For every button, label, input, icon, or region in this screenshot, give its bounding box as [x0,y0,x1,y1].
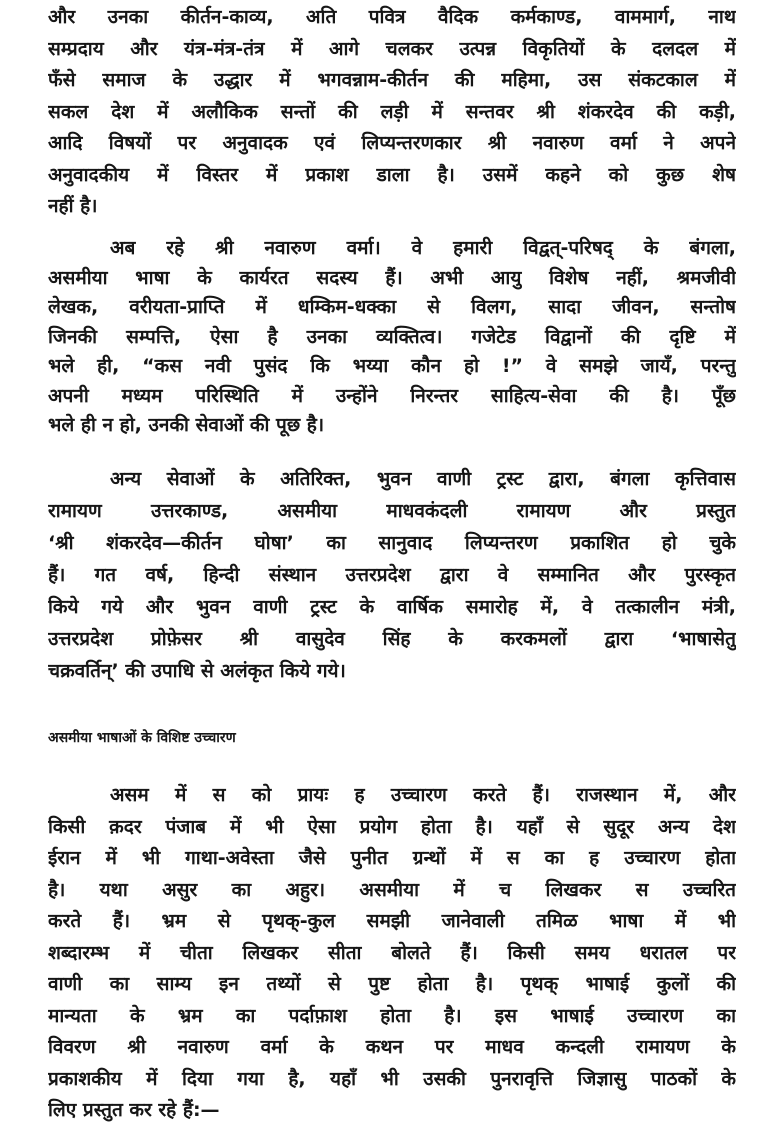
text-line: जिनकी सम्पत्ति, ऐसा है उनका व्यक्तित्व। गजेटेड विद्वानों की दृष्टि में [48,325,736,348]
text-line: उत्तरप्रदेश प्रोफ़ेसर श्री वासुदेव सिंह के करकमलों द्वारा ‘भाषासेतु [48,628,736,650]
text-line: अब रहे श्री नवारुण वर्मा। वे हमारी विद्वत्-परिषद् के बंगला, [110,237,736,259]
section-heading: असमीया भाषाओं के विशिष्ट उच्चारण [48,730,236,746]
text-line: भले ही न हो, उनकी सेवाओं की पूछ है। [48,414,325,436]
text-line: रामायण उत्तरकाण्ड, असमीया माधवकंदली रामायण और प्रस्तुत [48,500,736,522]
text-line: नहीं है। [48,195,98,217]
text-line: विवरण श्री नवारुण वर्मा के कथन पर माधव कन्दली रामायण के [48,1036,736,1058]
paragraph-2 [48,234,736,441]
paragraph-1 [48,2,736,223]
text-line: शब्दारम्भ में चीता लिखकर सीता बोलते हैं। किसी समय धरातल पर [48,941,736,964]
text-line: हैं। गत वर्ष, हिन्दी संस्थान उत्तरप्रदेश द्वारा वे सम्मानित और पुरस्कृत [48,564,736,586]
text-line: है। यथा असुर का अहुर। असमीया में च लिखकर स उच्चरित [48,878,736,901]
text-line: करते हैं। भ्रम से पृथक्-कुल समझी जानेवाली तमिळ भाषा में भी [48,910,736,932]
text-line: लिए प्रस्तुत कर रहे हैं:— [48,1099,220,1121]
text-line: अनुवादकीय में विस्तर में प्रकाश डाला है। उसमें कहने को कुछ शेष [48,163,736,186]
text-line: अन्य सेवाओं के अतिरिक्त, भुवन वाणी ट्रस्ट द्वारा, बंगला कृत्तिवास [110,468,736,490]
text-line: असमीया भाषा के कार्यरत सदस्य हैं। अभी आयु विशेष नहीं, श्रमजीवी [48,266,736,289]
text-line: वाणी का साम्य इन तथ्यों से पुष्ट होता है। पृथक् भाषाई कुलों की [48,973,736,995]
text-line: भले ही, “कस नवी पुसंद कि भय्या कौन हो !” वे समझे जायँ, परन्तु [48,355,736,377]
paragraph-4 [48,780,736,1127]
text-line: मान्यता के भ्रम का पर्दाफ़ाश होता है। इस भाषाई उच्चारण का [48,1004,736,1027]
paragraph-3 [48,463,736,687]
text-line: किसी क़दर पंजाब में भी ऐसा प्रयोग होता है। यहाँ से सुदूर अन्य देश [48,815,736,838]
text-line: ‘श्री शंकरदेव—कीर्तन घोषा’ का सानुवाद लिप्यन्तरण प्रकाशित हो चुके [48,532,736,554]
text-line: सम्प्रदाय और यंत्र-मंत्र-तंत्र में आगे चलकर उत्पन्न विकृतियों के दलदल में [48,37,736,60]
text-line: प्रकाशकीय में दिया गया है, यहाँ भी उसकी पुनरावृत्ति जिज्ञासु पाठकों के [48,1067,736,1090]
text-line: किये गये और भुवन वाणी ट्रस्ट के वार्षिक समारोह में, वे तत्कालीन मंत्री, [48,596,736,618]
text-line: फँसे समाज के उद्धार में भगवन्नाम-कीर्तन की महिमा, उस संकटकाल में [48,69,736,91]
text-line: और उनका कीर्तन-काव्य, अति पवित्र वैदिक कर्मकाण्ड, वाममार्ग, नाथ [48,6,736,28]
text-line: अपनी मध्यम परिस्थिति में उन्होंने निरन्तर साहित्य-सेवा की है। पूँछ [48,384,736,407]
text-line: ईरान में भी गाथा-अवेस्ता जैसे पुनीत ग्रन्थों में स का ह उच्चारण होता [48,847,736,869]
text-line: आदि विषयों पर अनुवादक एवं लिप्यन्तरणकार श्री नवारुण वर्मा ने अपने [48,132,736,154]
text-line: असम में स को प्रायः ह उच्चारण करते हैं। राजस्थान में, और [110,784,736,806]
text-line: चक्रवर्तिन्’ की उपाधि से अलंकृत किये गये। [48,660,346,682]
text-line: सकल देश में अलौकिक सन्तों की लड़ी में सन्तवर श्री शंकरदेव की कड़ी, [48,100,736,123]
text-line: लेखक, वरीयता-प्राप्ति में धम्किम-धक्का से विलग, सादा जीवन, सन्तोष [48,296,736,318]
